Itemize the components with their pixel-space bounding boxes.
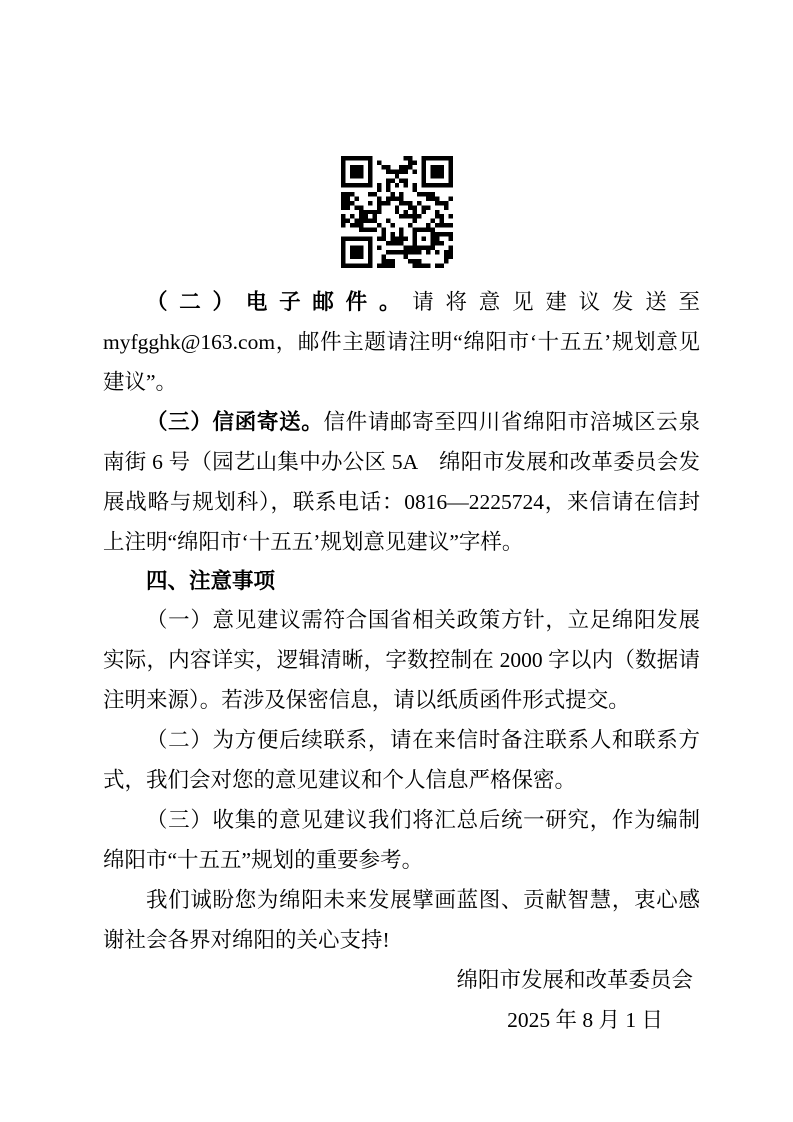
note-paragraph-2: （二）为方便后续联系，请在来信时备注联系人和联系方式，我们会对您的意见建议和个人信息严格保密。 [103,728,700,792]
paragraph-text-mail: 信件请邮寄至四川省绵阳市涪城区云泉南街 6 号（园艺山集中办公区 5A 绵阳市发展和改革委员会发展战略与规划科），联系电话：0816—2225724，来信请在信封上注明“绵阳市‘十五五’规划意见建议”字样。 [103,410,700,554]
section-heading: 四、注意事项 [146,569,276,593]
paragraph-text-email: 请将意见建议发送至 myfgghk@163.com，邮件主题请注明“绵阳市‘十五五’规划意见建议”。 [103,290,700,394]
paragraph-mail-method [103,402,700,562]
note-paragraph-3: （三）收集的意见建议我们将汇总后统一研究，作为编制绵阳市“十五五”规划的重要参考。 [103,808,700,872]
note-paragraph-1: （一）意见建议需符合国省相关政策方针，立足绵阳发展实际，内容详实，逻辑清晰，字数控制在 2000 字以内（数据请注明来源）。若涉及保密信息，请以纸质函件形式提交。 [103,608,700,712]
closing-paragraph: 我们诚盼您为绵阳未来发展擘画蓝图、贡献智慧，衷心感谢社会各界对绵阳的关心支持! [103,888,700,952]
qr-code-icon [341,156,453,268]
paragraph-email-method [103,282,700,402]
paragraph-lead-mail: （三）信函寄送。 [146,410,324,434]
qr-code-image [341,156,453,268]
document-body [103,282,700,1040]
date: 2025 年 8 月 1 日 [507,1008,663,1032]
signature: 绵阳市发展和改革委员会 [456,968,693,992]
paragraph-lead-email: （二）电子邮件。 [146,290,413,314]
